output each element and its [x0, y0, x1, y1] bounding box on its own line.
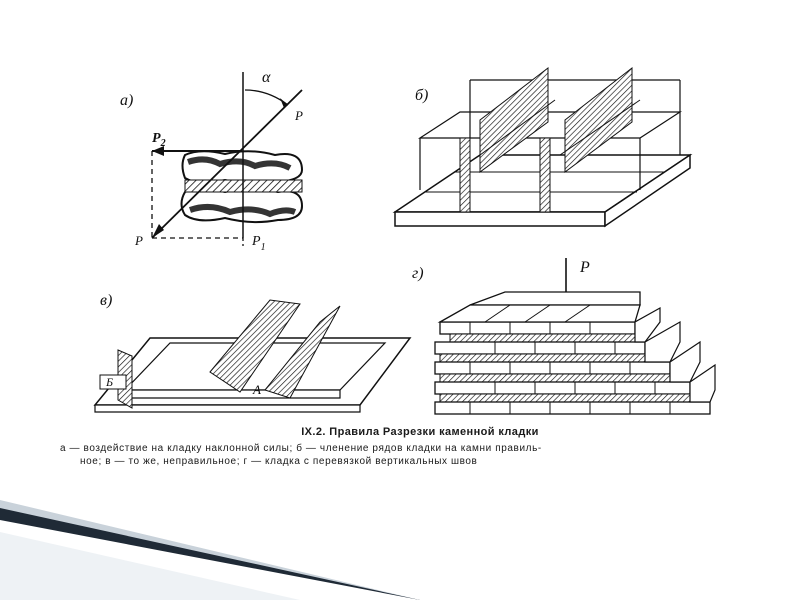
- panel-a: [120, 69, 303, 253]
- panel-v-label: в): [100, 292, 113, 309]
- panel-b-label: б): [415, 87, 429, 104]
- masonry-cutting-figure: [40, 60, 760, 430]
- force-p-bottom-label: P: [135, 233, 143, 248]
- label-a-cut: A: [253, 382, 261, 397]
- label-b-cut: Б: [106, 375, 114, 389]
- caption-text: [60, 442, 750, 468]
- panel-v: [95, 292, 410, 412]
- panel-a-label: а): [120, 92, 134, 109]
- panel-g: [412, 258, 715, 414]
- p1-label: $P_1$: [252, 234, 266, 253]
- decorative-swoosh: [0, 490, 420, 600]
- force-p-top-label: P: [295, 108, 303, 123]
- caption-line-2: ное; в — то же, неправильное; г — кладка с перевязкой вертикальных швов: [80, 456, 478, 467]
- caption-line-1: а — воздействие на кладку наклонной силы; б — членение рядов кладки на камни правиль-: [60, 443, 542, 454]
- alpha-label: α: [262, 69, 271, 86]
- figure-caption: [60, 426, 750, 468]
- caption-title: IX.2. Правила Разрезки каменной кладки: [301, 426, 539, 438]
- load-p-label: P: [580, 259, 590, 276]
- p2-label: $P_2$: [152, 131, 166, 149]
- panel-g-label: г): [412, 265, 424, 282]
- panel-b: [395, 68, 690, 226]
